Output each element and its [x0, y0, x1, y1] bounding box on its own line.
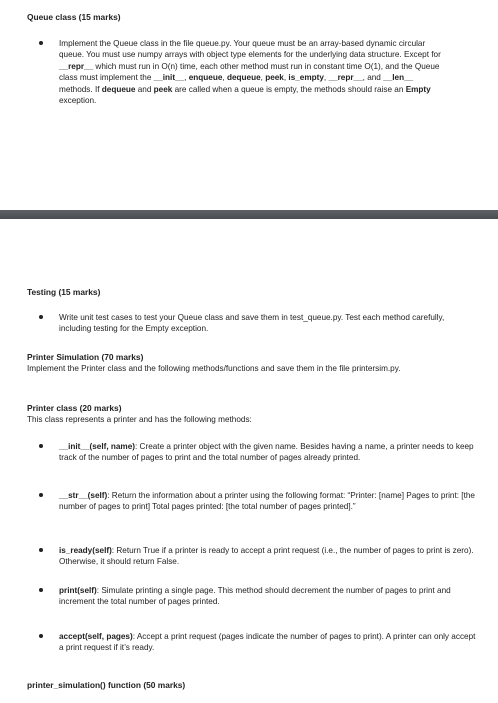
text-run: : Simulate printing a single page. This method should decrement the number of pages to print and increment the total number of pages printed. [59, 586, 451, 607]
bold-term: __str__(self) [59, 491, 108, 500]
bold-term: Empty [405, 84, 431, 94]
list-item [27, 312, 447, 335]
text-run: Implement the Queue class in the file queue.py. Your queue must be an array-based dynamic circular queue. You must use numpy arrays with object type elements for the underlying data structure. Except for [59, 39, 441, 60]
text-run: methods. If [59, 84, 102, 94]
bold-term: dequeue [101, 84, 136, 94]
bullet-icon [39, 444, 43, 448]
printer-simulation-function-heading: printer_simulation() function (50 marks) [27, 680, 186, 690]
method-description [59, 546, 474, 566]
testing-heading: Testing (15 marks) [27, 287, 101, 297]
bold-term: __len__ [383, 73, 414, 83]
bold-term: is_ready(self) [59, 546, 112, 555]
testing-bullet-text [59, 313, 444, 333]
bold-term: __init__(self, name) [59, 442, 135, 451]
printer-class-heading: Printer class (20 marks) [27, 403, 122, 413]
text-run: exception. [59, 96, 97, 106]
list-item [27, 441, 479, 464]
list-item [27, 545, 479, 568]
bold-term: enqueue [188, 73, 223, 83]
bullet-icon [39, 315, 43, 319]
document-page-1 [0, 0, 498, 210]
method-description [59, 632, 475, 652]
bold-term: __repr__ [328, 73, 363, 83]
bullet-icon [39, 588, 43, 592]
bullet-icon [39, 41, 43, 45]
bullet-icon [39, 493, 43, 497]
document-page-2 [0, 219, 498, 703]
text-run: : Create a printer object with the given name. Besides having a name, a printer needs to keep track of the number of pages to print and the total number of pages already printed. [59, 442, 474, 463]
text-run: Write unit test cases to test your Queue class and save them in test_queue.py. Test each method carefully, including testing for the Empty exception. [59, 313, 445, 334]
list-item [27, 38, 447, 106]
bold-term: __repr__ [59, 61, 94, 71]
method-description [59, 442, 474, 462]
bold-term: peek [153, 84, 173, 94]
text-run: and [135, 84, 154, 94]
bullet-icon [39, 548, 43, 552]
printer-class-text: This class represents a printer and has the following methods: [27, 415, 252, 424]
testing-list [27, 312, 447, 335]
method-description [59, 491, 475, 511]
text-run: , [283, 73, 289, 83]
text-run: : Return the information about a printer using the following format: “Printer: [name] Pages to print: [the number of pages to print] Total pages printed: [the total number of pages printed].” [59, 491, 475, 512]
method-description [59, 586, 451, 606]
text-run: , and [362, 73, 384, 83]
bullet-icon [39, 634, 43, 638]
bold-term: dequeue [226, 73, 261, 83]
text-run: , [222, 73, 227, 83]
text-run: : Return True if a printer is ready to accept a print request (i.e., the number of pages to print is zero). Otherwise, it should return False. [59, 546, 474, 567]
list-item [27, 585, 479, 608]
text-run: : Accept a print request (pages indicate the number of pages to print). A printer can only accept a print request if it’s ready. [59, 632, 476, 653]
bold-term: accept(self, pages) [59, 632, 133, 641]
list-item [27, 490, 479, 513]
bold-term: print(self) [59, 586, 97, 595]
list-item [27, 631, 479, 654]
queue-class-heading: Queue class (15 marks) [27, 12, 121, 22]
queue-class-bullet-text [59, 39, 441, 105]
text-run: , [184, 73, 189, 83]
printer-simulation-text: Implement the Printer class and the following methods/functions and save them in the file printersim.py. [27, 364, 401, 373]
printer-simulation-heading: Printer Simulation (70 marks) [27, 352, 144, 362]
text-run: are called when a queue is empty, the methods should raise an [172, 84, 406, 94]
bold-term: peek [265, 73, 284, 83]
queue-class-list [27, 38, 447, 106]
text-run: , [323, 73, 329, 83]
bold-term: __init__ [153, 73, 185, 83]
text-run: which must run in O(n) time, each other method must run in constant time O(1), and the Queue class must implement the [59, 61, 440, 83]
bold-term: is_empty [288, 73, 324, 83]
page-separator [0, 210, 498, 219]
text-run: , [260, 73, 266, 83]
